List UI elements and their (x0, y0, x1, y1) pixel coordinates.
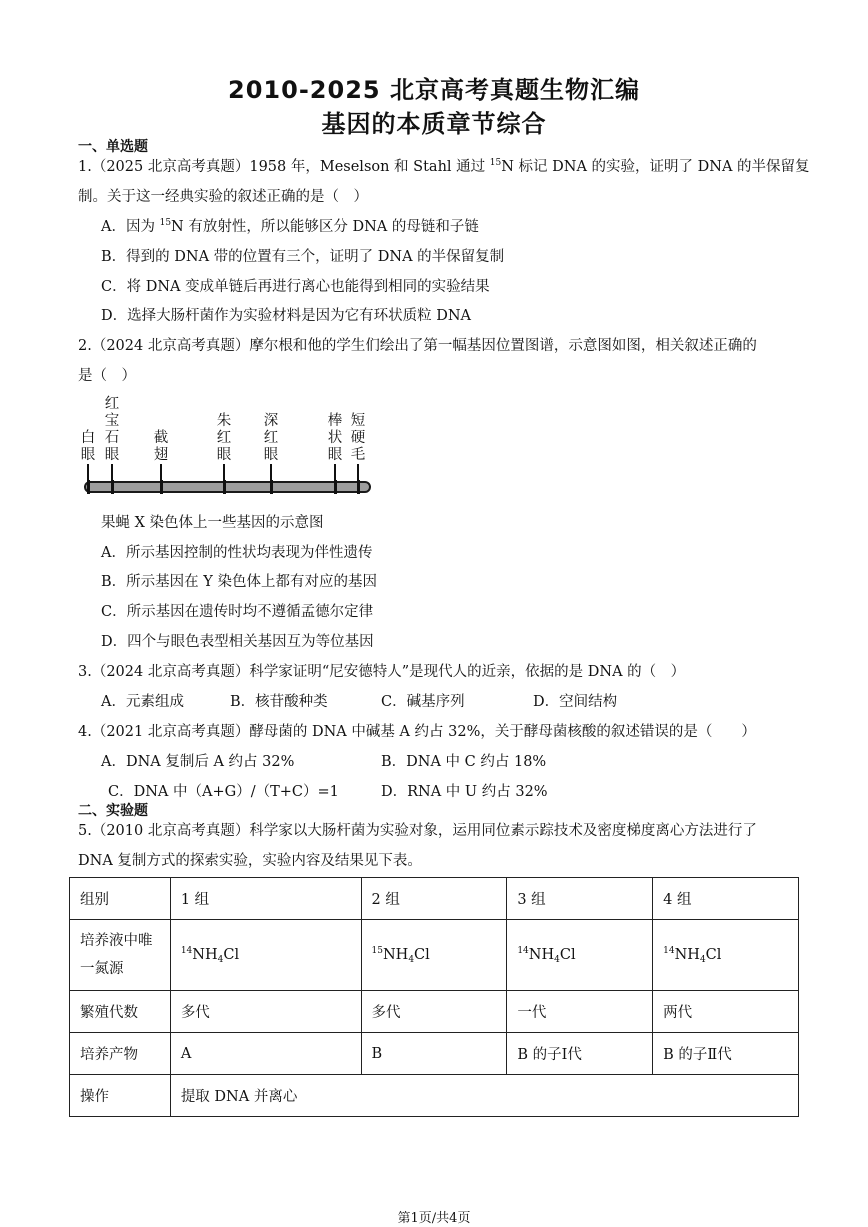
page-footer: 第1页/共4页 (397, 1211, 471, 1226)
table-header-cell: 4 组 (653, 878, 799, 920)
q3-option-d[interactable]: D．空间结构 (533, 694, 618, 710)
table-cell: 多代 (170, 991, 361, 1033)
q3-option-a[interactable]: A．元素组成 (101, 694, 184, 710)
table-cell-label: 繁殖代数 (70, 991, 171, 1033)
q4-option-a[interactable]: A．DNA 复制后 A 约占 32% (101, 754, 295, 770)
section-heading-experiment: 二、实验题 (78, 803, 148, 819)
gene-label-vermilion-eye: 朱 红 眼 (216, 413, 232, 463)
q1-option-b[interactable]: B．得到的 DNA 带的位置有三个，证明了 DNA 的半保留复制 (101, 249, 505, 265)
gene-label-carmine-eye: 深 红 眼 (263, 413, 279, 463)
gene-tick-ruby-eye (111, 464, 113, 481)
table-cell: A (170, 1033, 361, 1075)
q4-stem: 4.（2021 北京高考真题）酵母菌的 DNA 中碱基 A 约占 32%，关于酵母菌核酸的叙述错误的是（ ） (78, 724, 756, 740)
figure-caption: 果蝇 X 染色体上一些基因的示意图 (101, 515, 324, 531)
table-row (70, 1033, 799, 1075)
table-cell: 提取 DNA 并离心 (170, 1075, 798, 1117)
gene-tick-bar-eye (334, 464, 336, 481)
q4-option-d[interactable]: D．RNA 中 U 约占 32% (381, 784, 548, 800)
table-header-cell: 3 组 (507, 878, 653, 920)
section-heading-single-choice: 一、单选题 (78, 139, 148, 155)
q1-stem-line1: 1.（2025 北京高考真题）1958 年，Meselson 和 Stahl 通过 $^{15}$N 标记 DNA 的实验，证明了 DNA 的半保留复 (78, 158, 810, 175)
gene-band-ruby-eye (111, 480, 114, 494)
q1-stem-line2: 制。关于这一经典实验的叙述正确的是（ ） (78, 189, 368, 205)
experiment-table (69, 877, 799, 1117)
table-cell: 两代 (653, 991, 799, 1033)
table-cell: 一代 (507, 991, 653, 1033)
gene-band-bar-eye (334, 480, 337, 494)
page-title: 2010-2025 北京高考真题生物汇编 (228, 76, 640, 104)
gene-tick-carmine-eye (270, 464, 272, 481)
q1-option-c[interactable]: C．将 DNA 变成单链后再进行离心也能得到相同的实验结果 (101, 279, 490, 295)
table-cell: $^{14}NH_4Cl$ (653, 920, 799, 991)
q2-option-a[interactable]: A．所示基因控制的性状均表现为伴性遗传 (101, 545, 373, 561)
table-row (70, 920, 799, 991)
table-cell: $^{15}NH_4Cl$ (361, 920, 507, 991)
q4-option-c[interactable]: C．DNA 中（A+G）/（T+C）=1 (108, 784, 339, 800)
gene-tick-bristle (357, 464, 359, 481)
q1-option-d[interactable]: D．选择大肠杆菌作为实验材料是因为它有环状质粒 DNA (101, 308, 472, 324)
table-cell-label: 培养液中唯 一氮源 (70, 920, 171, 991)
table-cell: 多代 (361, 991, 507, 1033)
gene-label-bristle: 短 硬 毛 (350, 413, 366, 463)
table-row (70, 991, 799, 1033)
gene-band-cut-wing (160, 480, 163, 494)
gene-label-white-eye: 白 眼 (80, 430, 96, 463)
table-cell: $^{14}NH_4Cl$ (507, 920, 653, 991)
q4-option-b[interactable]: B．DNA 中 C 约占 18% (381, 754, 547, 770)
gene-band-white-eye (87, 480, 90, 494)
q2-option-c[interactable]: C．所示基因在遗传时均不遵循孟德尔定律 (101, 604, 374, 620)
q2-stem-line2: 是（ ） (78, 368, 136, 384)
table-row (70, 878, 799, 920)
page-subtitle: 基因的本质章节综合 (321, 110, 547, 138)
gene-tick-cut-wing (160, 464, 162, 481)
gene-band-carmine-eye (270, 480, 273, 494)
table-cell: $^{14}NH_4Cl$ (170, 920, 361, 991)
gene-label-bar-eye: 棒 状 眼 (327, 413, 343, 463)
table-cell: B 的子Ⅰ代 (507, 1033, 653, 1075)
table-header-cell: 2 组 (361, 878, 507, 920)
gene-band-bristle (357, 480, 360, 494)
q2-stem-line1: 2.（2024 北京高考真题）摩尔根和他的学生们绘出了第一幅基因位置图谱，示意图如图，相关叙述正确的 (78, 338, 757, 354)
table-cell-label: 操作 (70, 1075, 171, 1117)
q2-option-d[interactable]: D．四个与眼色表型相关基因互为等位基因 (101, 634, 374, 650)
table-cell-label: 培养产物 (70, 1033, 171, 1075)
q3-option-c[interactable]: C．碱基序列 (381, 694, 465, 710)
gene-tick-vermilion-eye (223, 464, 225, 481)
table-header-cell: 1 组 (170, 878, 361, 920)
table-cell: B (361, 1033, 507, 1075)
table-row (70, 1075, 799, 1117)
q5-stem-line2: DNA 复制方式的探索实验，实验内容及结果见下表。 (78, 853, 422, 869)
gene-tick-white-eye (87, 464, 89, 481)
x-chromosome-bar (84, 481, 371, 493)
q2-option-b[interactable]: B．所示基因在 Y 染色体上都有对应的基因 (101, 574, 377, 590)
q3-option-b[interactable]: B．核苷酸种类 (230, 694, 328, 710)
table-header-cell: 组别 (70, 878, 171, 920)
q1-option-a[interactable]: A．因为 $^{15}$N 有放射性，所以能够区分 DNA 的母链和子链 (101, 218, 479, 235)
gene-label-ruby-eye: 红 宝 石 眼 (104, 396, 120, 463)
q3-stem: 3.（2024 北京高考真题）科学家证明“尼安德特人”是现代人的近亲，依据的是 DNA 的（ ） (78, 664, 686, 680)
gene-label-cut-wing: 截 翅 (153, 430, 169, 463)
q5-stem-line1: 5.（2010 北京高考真题）科学家以大肠杆菌为实验对象，运用同位素示踪技术及密度梯度离心方法进行了 (78, 823, 757, 839)
gene-band-vermilion-eye (223, 480, 226, 494)
table-cell: B 的子Ⅱ代 (653, 1033, 799, 1075)
